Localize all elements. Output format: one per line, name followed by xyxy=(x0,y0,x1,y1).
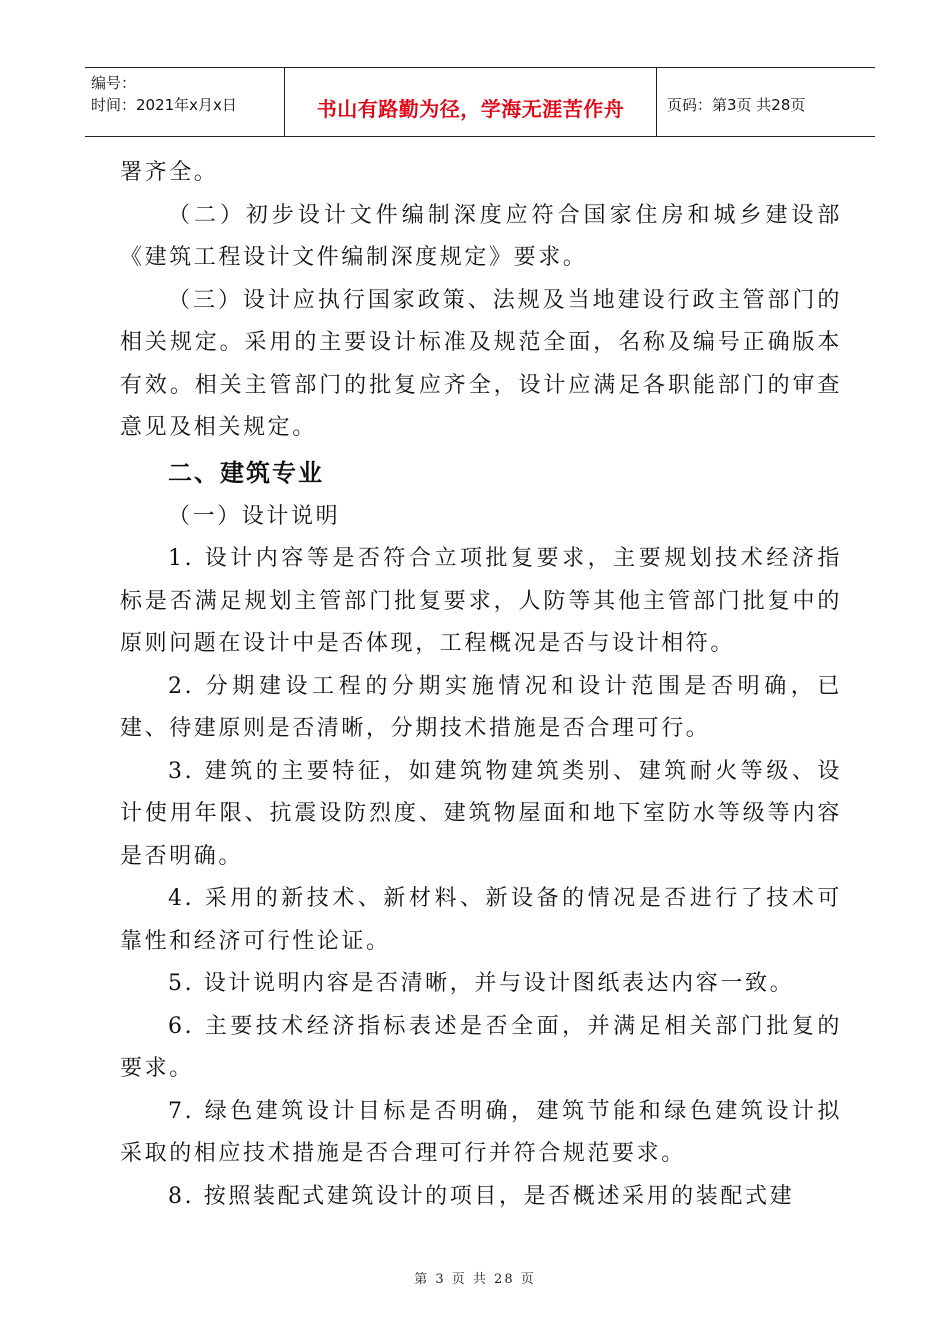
list-item-7: 7. 绿色建筑设计目标是否明确，建筑节能和绿色建筑设计拟采取的相应技术措施是否合理可行并符合规范要求。 xyxy=(120,1098,842,1166)
list-item-4: 4. 采用的新技术、新材料、新设备的情况是否进行了技术可靠性和经济可行性论证。 xyxy=(120,886,842,954)
section-heading-architecture: 二、建筑专业 xyxy=(168,458,324,487)
document-number-label: 编号： xyxy=(91,74,137,92)
document-time-label: 时间：2021年x月x日 xyxy=(91,96,237,114)
header-motto: 书山有路勤为径，学海无涯苦作舟 xyxy=(316,96,625,121)
list-item-6: 6. 主要技术经济指标表述是否全面，并满足相关部门批复的要求。 xyxy=(120,1013,842,1081)
page-header xyxy=(85,67,875,137)
header-motto-cell xyxy=(285,68,657,136)
subsection-heading-design-notes: （一）设计说明 xyxy=(168,503,341,529)
list-item-3: 3. 建筑的主要特征，如建筑物建筑类别、建筑耐火等级、设计使用年限、抗震设防烈度、建筑物屋面和地下室防水等级等内容是否明确。 xyxy=(120,758,842,869)
paragraph-continuation: 署齐全。 xyxy=(120,160,219,185)
list-item-1: 1. 设计内容等是否符合立项批复要求，主要规划技术经济指标是否满足规划主管部门批复要求，人防等其他主管部门批复中的原则问题在设计中是否体现，工程概况是否与设计相符。 xyxy=(120,546,842,656)
paragraph-regulations: （三）设计应执行国家政策、法规及当地建设行政主管部门的相关规定。采用的主要设计标准及规范全面，名称及编号正确版本有效。相关主管部门的批复应齐全，设计应满足各职能部门的审查意见及相关规定。 xyxy=(120,287,842,440)
paragraph-design-depth: （二）初步设计文件编制深度应符合国家住房和城乡建设部《建筑工程设计文件编制深度规定》要求。 xyxy=(120,202,842,270)
list-item-2: 2. 分期建设工程的分期实施情况和设计范围是否明确，已建、待建原则是否清晰，分期技术措施是否合理可行。 xyxy=(120,673,842,741)
list-item-8: 8. 按照装配式建筑设计的项目，是否概述采用的装配式建 xyxy=(168,1183,795,1209)
page-footer: 第 3 页 共 28 页 xyxy=(414,1272,536,1287)
header-page-info: 页码：第3页 共28页 xyxy=(667,95,806,114)
list-item-5: 5. 设计说明内容是否清晰，并与设计图纸表达内容一致。 xyxy=(168,971,795,996)
document-body xyxy=(120,152,842,1218)
header-meta xyxy=(85,68,285,136)
